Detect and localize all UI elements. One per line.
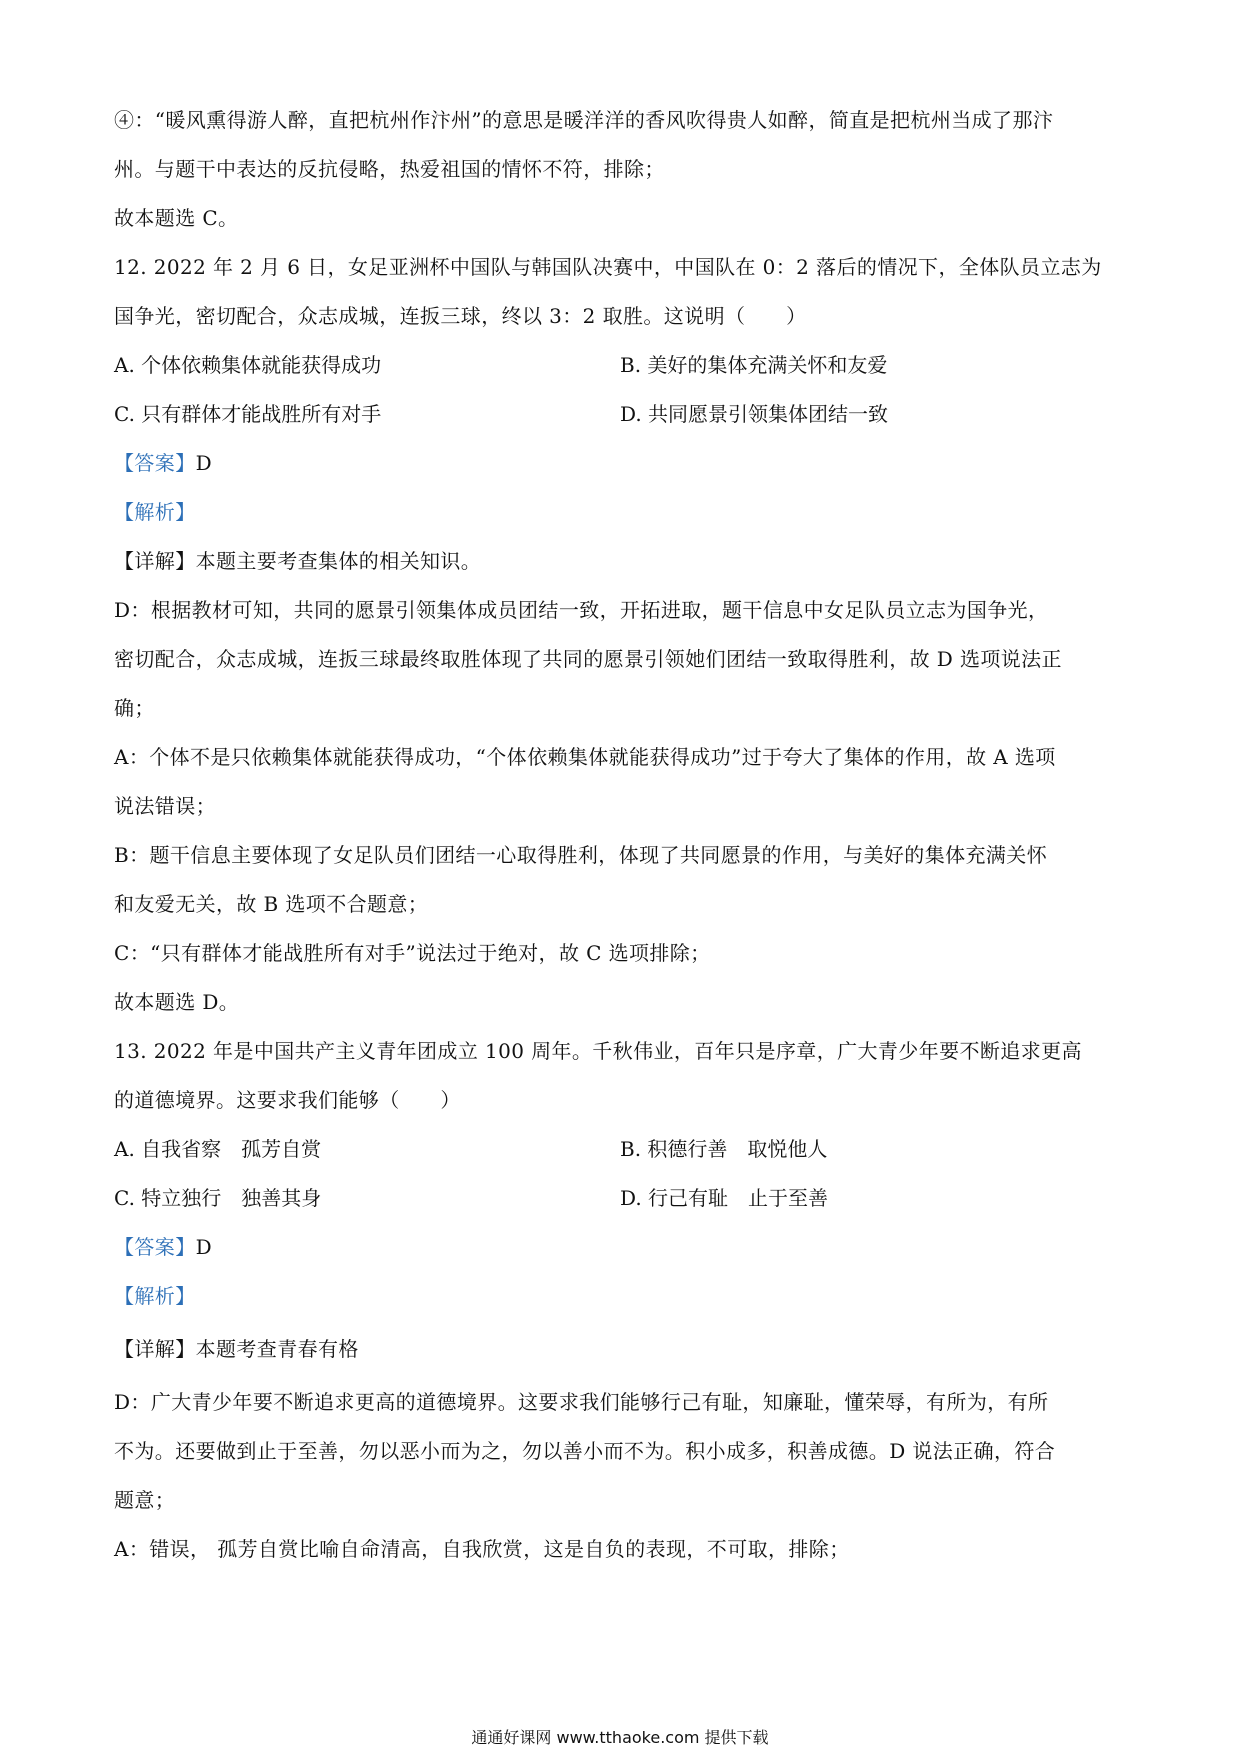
q12-option-d: D. 共同愿景引领集体团结一致 (620, 402, 889, 426)
q12-options-row-2 (114, 390, 1134, 439)
q12-d-line-1: D：根据教材可知，共同的愿景引领集体成员团结一致，开拓进取，题干信息中女足队员立志为国争光， (114, 598, 1049, 622)
q13-answer (114, 1223, 1134, 1272)
intro-conclusion: 故本题选 C。 (114, 206, 239, 230)
q13-option-d: D. 行己有耻 止于至善 (620, 1186, 829, 1210)
q13-option-c: C. 特立独行 独善其身 (114, 1186, 322, 1210)
q13-d-line-1: D：广大青少年要不断追求更高的道德境界。这要求我们能够行己有耻，知廉耻，懂荣辱，有所为，有所 (114, 1390, 1049, 1414)
q12-d-line-3: 确； (114, 696, 155, 720)
q12-answer (114, 439, 1134, 488)
q12-options-row-1 (114, 341, 1134, 390)
q13-detail-tag: 【详解】 (114, 1337, 196, 1361)
q13-d-line-2: 不为。还要做到止于至善，勿以恶小而为之，勿以善小而不为。积小成多，积善成德。D 说法正确，符合 (114, 1439, 1056, 1463)
q12-stem-line-2: 国争光，密切配合，众志成城，连扳三球，终以 3：2 取胜。这说明（ ） (114, 304, 807, 328)
q13-detail-text: 本题考查青春有格 (195, 1337, 359, 1361)
q12-c-line-1: C：“只有群体才能战胜所有对手”说法过于绝对，故 C 选项排除； (114, 941, 711, 965)
q12-stem-line-1: 12. 2022 年 2 月 6 日，女足亚洲杯中国队与韩国队决赛中，中国队在 0：2 落后的情况下，全体队员立志为 (114, 255, 1102, 279)
q12-b-line-1: B：题干信息主要体现了女足队员们团结一心取得胜利，体现了共同愿景的作用，与美好的集体充满关怀 (114, 843, 1048, 867)
q12-conclusion: 故本题选 D。 (114, 990, 240, 1014)
q13-stem-line-2: 的道德境界。这要求我们能够（ ） (114, 1088, 461, 1112)
q12-detail (114, 537, 1134, 586)
q12-detail-tag: 【详解】 (114, 549, 196, 573)
q12-answer-tag: 【答案】 (114, 451, 196, 475)
q13-answer-tag: 【答案】 (114, 1235, 196, 1259)
q13-analysis-tag: 【解析】 (114, 1284, 196, 1308)
q12-option-b: B. 美好的集体充满关怀和友爱 (620, 353, 888, 377)
q12-b-line-2: 和友爱无关，故 B 选项不合题意； (114, 892, 429, 916)
q12-d-line-2: 密切配合，众志成城，连扳三球最终取胜体现了共同的愿景引领她们团结一致取得胜利，故 D 选项说法正 (114, 647, 1062, 671)
q13-detail (114, 1325, 1134, 1374)
q13-d-line-3: 题意； (114, 1488, 176, 1512)
q13-a-line-1: A：错误， 孤芳自赏比喻自命清高，自我欣赏，这是自负的表现，不可取，排除； (114, 1537, 850, 1561)
q12-a-line-1: A：个体不是只依赖集体就能获得成功，“个体依赖集体就能获得成功”过于夸大了集体的作用，故 A 选项 (114, 745, 1056, 769)
intro-line-2: 州。与题干中表达的反抗侵略，热爱祖国的情怀不符，排除； (114, 157, 665, 181)
intro-line-1: ④：“暖风熏得游人醉，直把杭州作汴州”的意思是暖洋洋的香风吹得贵人如醉，简直是把杭州当成了那汴 (114, 108, 1054, 132)
q12-option-c: C. 只有群体才能战胜所有对手 (114, 402, 382, 426)
q13-option-a: A. 自我省察 孤芳自赏 (114, 1137, 322, 1161)
q13-options-row-1 (114, 1125, 1134, 1174)
q12-a-line-2: 说法错误； (114, 794, 216, 818)
q13-answer-value: D (195, 1235, 213, 1259)
document-page (114, 96, 1134, 1574)
q13-option-b: B. 积德行善 取悦他人 (620, 1137, 828, 1161)
q13-stem-line-1: 13. 2022 年是中国共产主义青年团成立 100 周年。千秋伟业，百年只是序章，广大青少年要不断追求更高 (114, 1039, 1082, 1063)
q13-options-row-2 (114, 1174, 1134, 1223)
q12-answer-value: D (195, 451, 213, 475)
q12-detail-text: 本题主要考查集体的相关知识。 (195, 549, 482, 573)
page-footer: 通通好课网 www.tthaoke.com 提供下载 (471, 1728, 769, 1747)
q12-analysis-tag: 【解析】 (114, 500, 196, 524)
q12-option-a: A. 个体依赖集体就能获得成功 (114, 353, 382, 377)
